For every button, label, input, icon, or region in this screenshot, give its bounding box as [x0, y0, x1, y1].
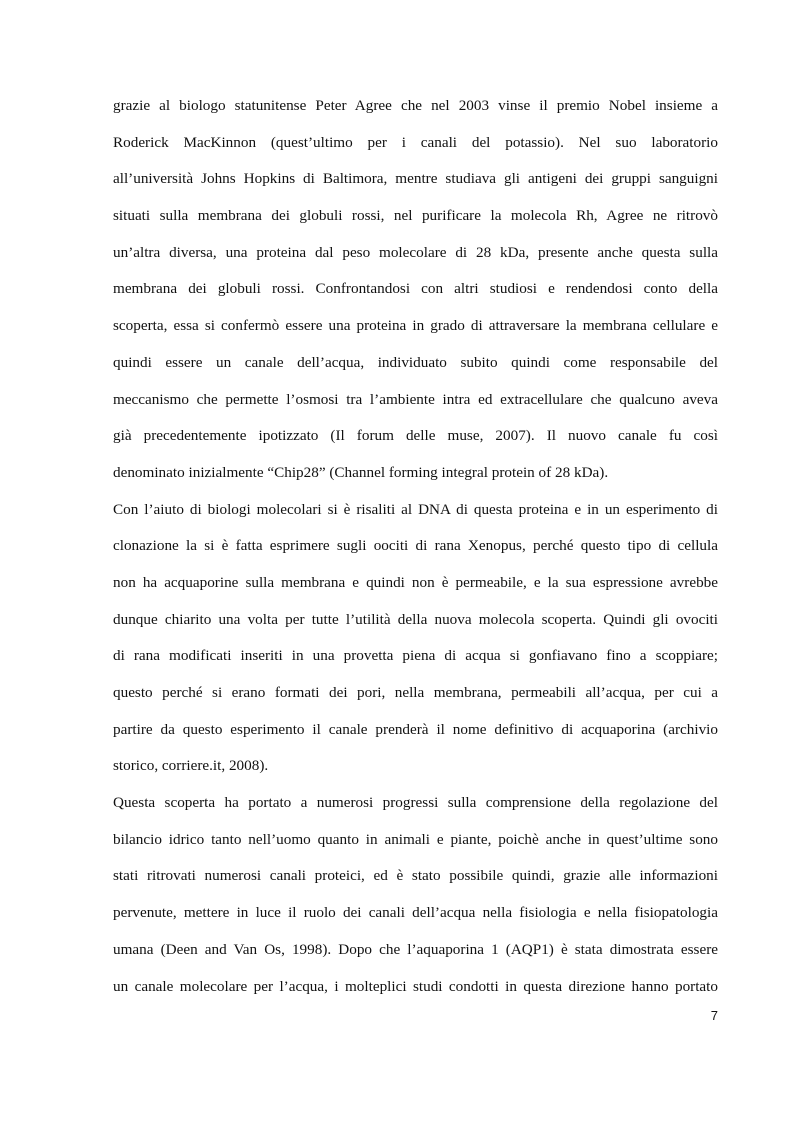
page-number: 7: [710, 1008, 718, 1023]
text-line: non ha acquaporine sulla membrana e quindi non è permeabile, e la sua espressione avrebbe: [113, 573, 718, 591]
text-line: storico, corriere.it, 2008).: [113, 757, 269, 775]
text-line: Questa scoperta ha portato a numerosi progressi sulla comprensione della regolazione del: [113, 794, 718, 812]
text-line: questo perché si erano formati dei pori, nella membrana, permeabili all’acqua, per cui a: [113, 684, 718, 701]
text-line: denominato inizialmente “Chip28” (Channel forming integral protein of 28 kDa).: [113, 463, 609, 481]
text-line: partire da questo esperimento il canale prenderà il nome definitivo di acquaporina (archivio: [113, 720, 718, 738]
text-line: umana (Deen and Van Os, 1998). Dopo che l’aquaporina 1 (AQP1) è stata dimostrata essere: [113, 940, 718, 958]
text-line: meccanismo che permette l’osmosi tra l’ambiente intra ed extracellulare che qualcuno aveva: [113, 390, 718, 408]
text-line: situati sulla membrana dei globuli rossi, nel purificare la molecola Rh, Agree ne ritrovò: [113, 207, 718, 225]
text-line: stati ritrovati numerosi canali proteici, ed è stato possibile quindi, grazie alle informazioni: [113, 867, 718, 885]
text-line: membrana dei globuli rossi. Confrontandosi con altri studiosi e rendendosi conto della: [113, 280, 718, 298]
text-line: Con l’aiuto di biologi molecolari si è risaliti al DNA di questa proteina e in un esperimento di: [113, 500, 718, 518]
text-line: già precedentemente ipotizzato (Il forum delle muse, 2007). Il nuovo canale fu così: [113, 427, 718, 445]
text-line: all’università Johns Hopkins di Baltimora, mentre studiava gli antigeni dei gruppi sanguigni: [113, 170, 718, 188]
text-line: un canale molecolare per l’acqua, i molteplici studi condotti in questa direzione hanno portato: [113, 977, 718, 995]
text-line: di rana modificati inseriti in una provetta piena di acqua si gonfiavano fino a scoppiare;: [113, 647, 718, 665]
paragraph-1: [113, 88, 718, 492]
text-line: quindi essere un canale dell’acqua, individuato subito quindi come responsabile del: [113, 353, 718, 371]
text-line: dunque chiarito una volta per tutte l’utilità della nuova molecola scoperta. Quindi gli ovociti: [113, 610, 718, 628]
body-text: [113, 88, 718, 1005]
paragraph-2: [113, 492, 718, 786]
paragraph-3: [113, 785, 718, 1005]
text-line: pervenute, mettere in luce il ruolo dei canali dell’acqua nella fisiologia e nella fisiopatologia: [113, 904, 718, 922]
text-line: Roderick MacKinnon (quest’ultimo per i canali del potassio). Nel suo laboratorio: [113, 133, 718, 151]
text-line: scoperta, essa si confermò essere una proteina in grado di attraversare la membrana cellulare e: [113, 317, 718, 335]
text-line: un’altra diversa, una proteina dal peso molecolare di 28 kDa, presente anche questa sulla: [113, 243, 718, 261]
text-line: grazie al biologo statunitense Peter Agree che nel 2003 vinse il premio Nobel insieme a: [113, 97, 718, 114]
text-line: clonazione la si è fatta esprimere sugli oociti di rana Xenopus, perché questo tipo di cellula: [113, 537, 718, 555]
text-line: bilancio idrico tanto nell’uomo quanto in animali e piante, poichè anche in quest’ultime sono: [113, 830, 718, 848]
